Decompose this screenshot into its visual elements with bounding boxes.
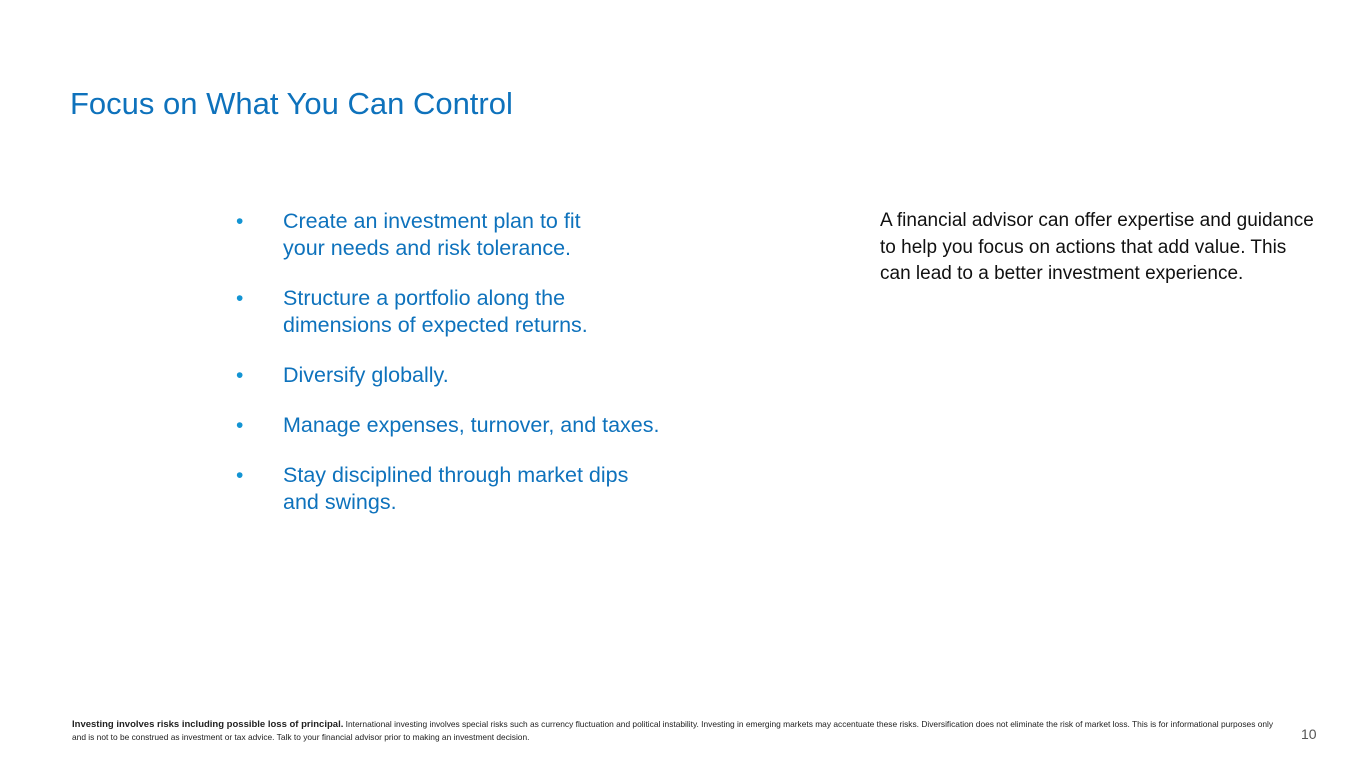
- bullet-item-structure: [236, 285, 716, 339]
- bullet-text-line1: Diversify globally.: [283, 363, 449, 387]
- bullet-text-line2: your needs and risk tolerance.: [283, 236, 572, 260]
- bullet-text-line1: Manage expenses, turnover, and taxes.: [283, 413, 660, 437]
- bullet-item-diversify: [236, 362, 716, 389]
- bullet-item-expenses: [236, 412, 716, 439]
- bullet-text-line2: and swings.: [283, 490, 397, 514]
- page-number: 10: [1301, 726, 1317, 742]
- bullet-text-line1: Stay disciplined through market dips: [283, 463, 629, 487]
- bullet-text-line1: Structure a portfolio along the: [283, 286, 566, 310]
- bullet-text-line2: dimensions of expected returns.: [283, 313, 588, 337]
- disclaimer-lead: Investing involves risks including possible loss of principal.: [72, 719, 344, 730]
- bullet-dot-icon: •: [236, 287, 244, 310]
- bullet-dot-icon: •: [236, 414, 244, 437]
- advisor-note: A financial advisor can offer expertise and guidance to help you focus on actions that add value. This can lead to a better investment experience.: [880, 210, 1314, 284]
- bullet-text-line1: Create an investment plan to fit: [283, 209, 581, 233]
- slide-title: Focus on What You Can Control: [70, 86, 513, 121]
- bullet-dot-icon: •: [236, 464, 244, 487]
- bullet-list: [236, 208, 716, 539]
- bullet-dot-icon: •: [236, 364, 244, 387]
- bullet-item-disciplined: [236, 462, 716, 516]
- bullet-item-plan: [236, 208, 716, 262]
- bullet-dot-icon: •: [236, 210, 244, 233]
- disclaimer-body: International investing involves special risks such as currency fluctuation and political instability. Investing in emerging markets may accentuate these risks. Diversification does not eliminate the risk of market loss. This is for informational purposes only and is not to be construed as investment or tax advice. Talk to your financial advisor prior to making an investment decision.: [72, 719, 1274, 742]
- footer-disclaimer: [72, 718, 1288, 743]
